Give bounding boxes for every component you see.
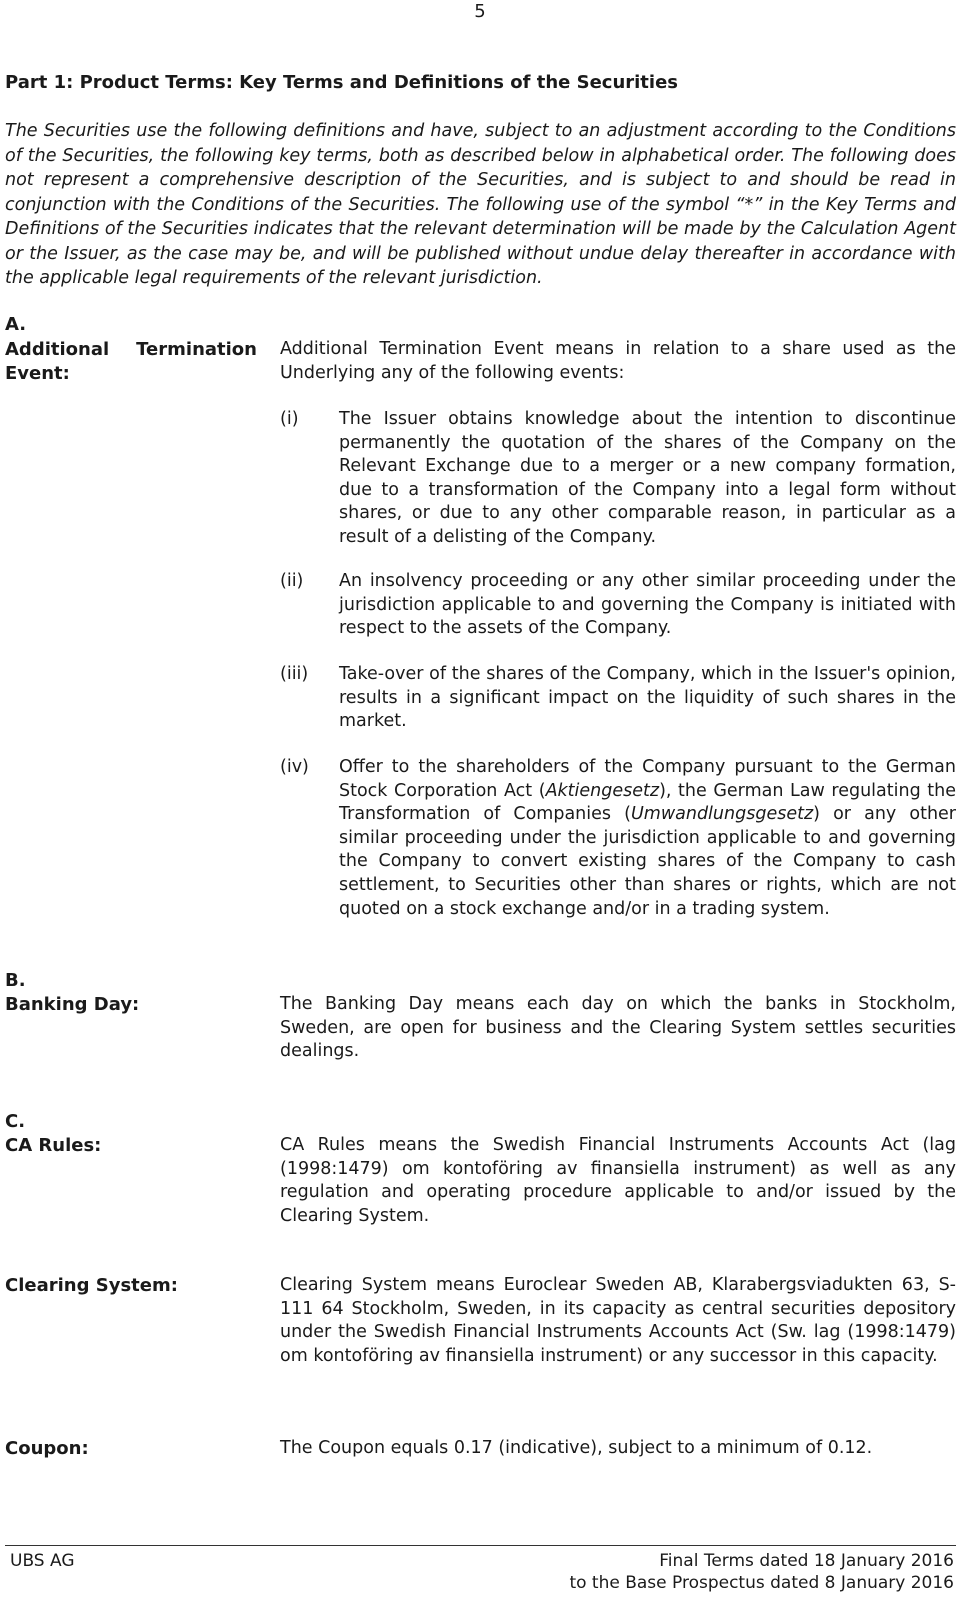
intro-paragraph: The Securities use the following definitions and have, subject to an adjustment according to the Conditions of the Securities, the following key terms, both as described below in alphabetical order. The following does not represent a comprehensive description of the Securities, and is subject to and should be read in conjunction with the Conditions of the Securities. The following use of the symbol “*” in the Key Terms and Definitions of the Securities indicates that the relevant determination will be made by the Calculation Agent or the Issuer, as the case may be, and will be published without undue delay thereafter in accordance with the applicable legal requirements of the relevant jurisdiction. xyxy=(5,121,956,288)
event-number: (ii) xyxy=(280,571,304,591)
footer-issuer: UBS AG xyxy=(10,1551,75,1571)
event-number: (i) xyxy=(280,409,299,429)
footer-divider xyxy=(5,1545,956,1546)
section-letter-c: C. xyxy=(5,1111,26,1132)
page-number: 5 xyxy=(474,1,486,22)
event-number: (iv) xyxy=(280,757,309,777)
definition-banking-day: The Banking Day means each day on which the banks in Stockholm, Sweden, are open for business and the Clearing System settles securities dealings. xyxy=(280,994,956,1062)
part-title: Part 1: Product Terms: Key Terms and Definitions of the Securities xyxy=(5,72,679,93)
term-ca-rules: CA Rules: xyxy=(5,1135,102,1156)
section-letter-b: B. xyxy=(5,970,26,991)
footer-final-terms: Final Terms dated 18 January 2016 xyxy=(659,1551,954,1571)
term-clearing-system: Clearing System: xyxy=(5,1275,178,1296)
term-coupon: Coupon: xyxy=(5,1438,89,1459)
definition-ca-rules: CA Rules means the Swedish Financial Instruments Accounts Act (lag (1998:1479) om kontoföring av finansiella instrument) as well as any regulation and operating procedure applicable to and/or issued by the Clearing System. xyxy=(280,1135,956,1226)
section-letter-a: A. xyxy=(5,314,27,335)
definition-clearing-system: Clearing System means Euroclear Sweden AB, Klarabergsviadukten 63, S-111 64 Stockholm, Sweden, in its capacity as central securities depository under the Swedish Financial Instruments Accounts Act (Sw. lag (1998:1479) om kontoföring av finansiella instrument) or any successor in this capacity. xyxy=(280,1275,956,1366)
event-text: Offer to the shareholders of the Company pursuant to the German Stock Corporation Act (Aktiengesetz), the German Law regulating the Transformation of Companies (Umwandlungsgesetz) or any other similar proceeding under the jurisdiction applicable to and governing the Company to convert existing shares of the Company to cash settlement, to Securities other than shares or rights, which are not quoted on a stock exchange and/or in a trading system. xyxy=(339,757,956,919)
footer-document-info xyxy=(569,1550,954,1594)
definition-coupon: The Coupon equals 0.17 (indicative), subject to a minimum of 0.12. xyxy=(280,1438,873,1458)
definition-additional-termination-event: Additional Termination Event means in relation to a share used as the Underlying any of the following events: xyxy=(280,339,956,383)
term-banking-day: Banking Day: xyxy=(5,994,140,1015)
term-additional-termination-event: Additional Termination Event: xyxy=(5,339,257,384)
footer-base-prospectus: to the Base Prospectus dated 8 January 2016 xyxy=(569,1573,954,1593)
event-text: An insolvency proceeding or any other similar proceeding under the jurisdiction applicable to and governing the Company is initiated with respect to the assets of the Company. xyxy=(339,571,956,639)
event-text: Take-over of the shares of the Company, which in the Issuer's opinion, results in a significant impact on the liquidity of such shares in the market. xyxy=(339,664,956,732)
event-text: The Issuer obtains knowledge about the intention to discontinue permanently the quotation of the shares of the Company on the Relevant Exchange due to a merger or a new company formation, due to a transformation of the Company into a legal form without shares, or due to any other comparable reason, in particular as a result of a delisting of the Company. xyxy=(339,409,956,547)
event-number: (iii) xyxy=(280,664,309,684)
